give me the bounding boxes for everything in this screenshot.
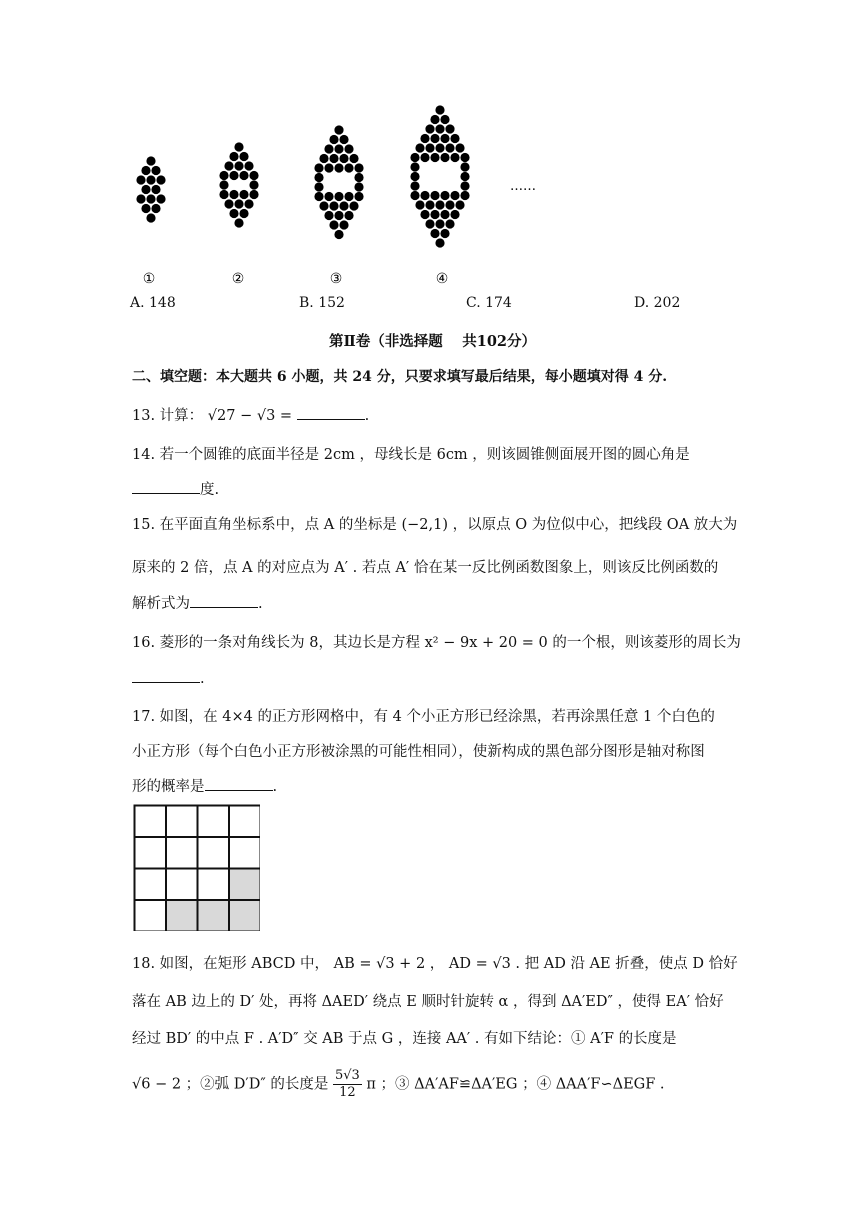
dot [234, 161, 243, 170]
q13-expression: √27 − √3 = [207, 408, 293, 424]
dot [435, 124, 444, 133]
dot [354, 163, 363, 172]
dot [440, 210, 449, 219]
dot [339, 201, 348, 210]
q17-suffix: . [272, 779, 278, 795]
question-18-line3: 经过 BD′ 的中点 F . A′D″ 交 AB 于点 G ，连接 AA′ . 有如下结论：① A′F 的长度是 [132, 1031, 677, 1047]
dot [425, 219, 434, 228]
dot-pattern-figures [110, 95, 570, 295]
dot [314, 163, 323, 172]
answer-blank [297, 405, 365, 420]
dot [410, 181, 419, 190]
grid-cell-shaded [229, 869, 260, 901]
dot [239, 209, 248, 218]
question-13 [132, 404, 369, 425]
dot [334, 211, 343, 220]
dot [349, 201, 358, 210]
question-18-line4 [132, 1068, 665, 1101]
dot [146, 156, 155, 165]
question-16-line1: 16. 菱形的一条对角线长为 8，其边长是方程 x² − 9x + 20 = 0 的一个根，则该菱形的周长为 [132, 635, 741, 651]
dot [354, 192, 363, 201]
question-16-line2 [132, 668, 205, 687]
dot [420, 153, 429, 162]
ellipsis: …… [510, 179, 536, 194]
answer-blank [205, 776, 273, 791]
dot [151, 185, 160, 194]
dot [324, 211, 333, 220]
dot [329, 220, 338, 229]
dot [314, 173, 323, 182]
dot [410, 191, 419, 200]
dot [430, 229, 439, 238]
answer-blank [132, 668, 200, 683]
grid-cell [166, 837, 198, 869]
question-18-line1: 18. 如图，在矩形 ABCD 中， AB = √3 + 2 ， AD = √3 . 把 AD 沿 AE 折叠，使点 D 恰好 [132, 956, 738, 972]
dot [435, 105, 444, 114]
question-15-line3 [132, 592, 263, 613]
dot [234, 218, 243, 227]
dot [151, 204, 160, 213]
grid-cell [166, 869, 198, 901]
dot [249, 171, 258, 180]
dot [410, 172, 419, 181]
grid-cell [166, 806, 198, 838]
q15-prefix: 解析式为 [132, 596, 190, 612]
dot [460, 181, 469, 190]
dot [425, 143, 434, 152]
option-d: D. 202 [634, 295, 681, 311]
dot [430, 153, 439, 162]
dot [435, 200, 444, 209]
dot [244, 161, 253, 170]
dot [420, 134, 429, 143]
dot [440, 115, 449, 124]
answer-blank [190, 593, 258, 608]
dot [445, 200, 454, 209]
dot [430, 210, 439, 219]
dot [445, 143, 454, 152]
grid-cell-shaded [198, 900, 230, 931]
q16-suffix: . [200, 671, 205, 687]
dot [445, 124, 454, 133]
dot [435, 238, 444, 247]
dot [224, 161, 233, 170]
question-14-line1: 14. 若一个圆锥的底面半径是 2cm ，母线长是 6cm ，则该圆锥侧面展开图的圆心角是 [132, 447, 690, 463]
grid-cell [135, 837, 167, 869]
grid-cell [135, 806, 167, 838]
dot [334, 144, 343, 153]
question-17-line1: 17. 如图，在 4×4 的正方形网格中，有 4 个小正方形已经涂黑，若再涂黑任意 1 个白色的 [132, 709, 715, 725]
section-title: 第Ⅱ卷（非选择题 共102分） [328, 333, 537, 350]
grid-cell [198, 806, 230, 838]
question-15-line2: 原来的 2 倍，点 A 的对应点为 A′ . 若点 A′ 恰在某一反比例函数图象上，则该反比例函数的 [132, 560, 719, 576]
dot [239, 171, 248, 180]
dot [339, 154, 348, 163]
dot [239, 190, 248, 199]
option-a: A. 148 [130, 295, 176, 311]
dot [136, 194, 145, 203]
grid-cell [198, 869, 230, 901]
dot [219, 190, 228, 199]
dot [339, 220, 348, 229]
dot [136, 175, 145, 184]
dot [324, 192, 333, 201]
q14-suffix: 度. [200, 482, 220, 498]
dot [229, 209, 238, 218]
dot [425, 200, 434, 209]
figure-label: ④ [435, 271, 449, 287]
dot [329, 135, 338, 144]
dot [460, 153, 469, 162]
dot [440, 134, 449, 143]
dot [146, 213, 155, 222]
dot [324, 144, 333, 153]
dot [234, 199, 243, 208]
fraction [333, 1068, 362, 1101]
dot [430, 134, 439, 143]
figure-label: ③ [329, 271, 343, 287]
dot [329, 154, 338, 163]
dot [450, 134, 459, 143]
grid-cell-shaded [166, 900, 198, 931]
dot [329, 201, 338, 210]
dot [440, 229, 449, 238]
dot [334, 192, 343, 201]
dot [415, 143, 424, 152]
dot [440, 191, 449, 200]
dot [141, 204, 150, 213]
dot [229, 171, 238, 180]
fraction-denominator: 12 [339, 1085, 356, 1100]
dot [219, 180, 228, 189]
dot [435, 219, 444, 228]
dot [344, 211, 353, 220]
q18-line4-a: √6 − 2 ；②弧 D′D″ 的长度是 [132, 1076, 329, 1093]
dot [450, 210, 459, 219]
dot [319, 154, 328, 163]
dot [354, 182, 363, 191]
dot [455, 143, 464, 152]
dot [410, 162, 419, 171]
dot [344, 163, 353, 172]
dot [324, 163, 333, 172]
dot [420, 191, 429, 200]
dot [219, 171, 228, 180]
part-heading: 二、填空题：本大题共 6 小题，共 24 分，只要求填写最后结果，每小题填对得 4 分. [132, 369, 668, 385]
dot [156, 194, 165, 203]
q17-prefix: 形的概率是 [132, 779, 205, 795]
dot [151, 166, 160, 175]
dot [420, 210, 429, 219]
q13-suffix: . [364, 408, 370, 424]
dot [450, 153, 459, 162]
dot [415, 200, 424, 209]
dot [249, 190, 258, 199]
fraction-numerator: 5√3 [334, 1068, 360, 1083]
q15-suffix: . [258, 596, 263, 612]
dot [344, 192, 353, 201]
grid-cell [198, 837, 230, 869]
grid-cell-shaded [229, 900, 260, 931]
dot [146, 175, 155, 184]
dot [319, 201, 328, 210]
figure-label: ② [231, 271, 245, 287]
question-14-line2 [132, 478, 219, 499]
dot [450, 191, 459, 200]
dot [249, 180, 258, 189]
dot [344, 144, 353, 153]
dot [460, 172, 469, 181]
q13-prefix: 13. 计算： [132, 408, 204, 424]
grid-cell [229, 837, 260, 869]
dot [440, 153, 449, 162]
q18-line4-b: π ；③ ΔA′AF≌ΔA′EG ；④ ΔAA′F∽ΔEGF . [366, 1076, 665, 1093]
question-15-line1: 15. 在平面直角坐标系中，点 A 的坐标是 (−2,1) ，以原点 O 为位似中心，把线段 OA 放大为 [132, 517, 738, 533]
dot [334, 125, 343, 134]
dot [334, 230, 343, 239]
dot [229, 152, 238, 161]
dot [244, 199, 253, 208]
dot [430, 115, 439, 124]
grid-cell [135, 869, 167, 901]
dot [349, 154, 358, 163]
dot [224, 199, 233, 208]
dot [455, 200, 464, 209]
question-17-line3 [132, 775, 277, 796]
question-17-line2: 小正方形（每个白色小正方形被涂黑的可能性相同），使新构成的黑色部分图形是轴对称图 [132, 744, 705, 760]
dot [141, 166, 150, 175]
question-18-line2: 落在 AB 边上的 D′ 处，再将 ΔAED′ 绕点 E 顺时针旋转 α ，得到 ΔA′ED″ ，使得 EA′ 恰好 [132, 994, 724, 1010]
dot [314, 192, 323, 201]
answer-blank [132, 479, 200, 494]
dot [141, 185, 150, 194]
square-grid-figure [133, 804, 260, 931]
dot [234, 142, 243, 151]
grid-cell [135, 900, 167, 931]
dot [239, 152, 248, 161]
dot [460, 162, 469, 171]
dot [339, 135, 348, 144]
dot [445, 219, 454, 228]
option-b: B. 152 [299, 295, 345, 311]
dot [334, 163, 343, 172]
figure-label: ① [142, 271, 156, 287]
dot [156, 175, 165, 184]
dot [425, 124, 434, 133]
dot [460, 191, 469, 200]
dot [229, 190, 238, 199]
dot [410, 153, 419, 162]
dot [314, 182, 323, 191]
dot [354, 173, 363, 182]
dot [430, 191, 439, 200]
dot [435, 143, 444, 152]
grid-cell [229, 806, 260, 838]
dot [146, 194, 155, 203]
option-c: C. 174 [466, 295, 512, 311]
